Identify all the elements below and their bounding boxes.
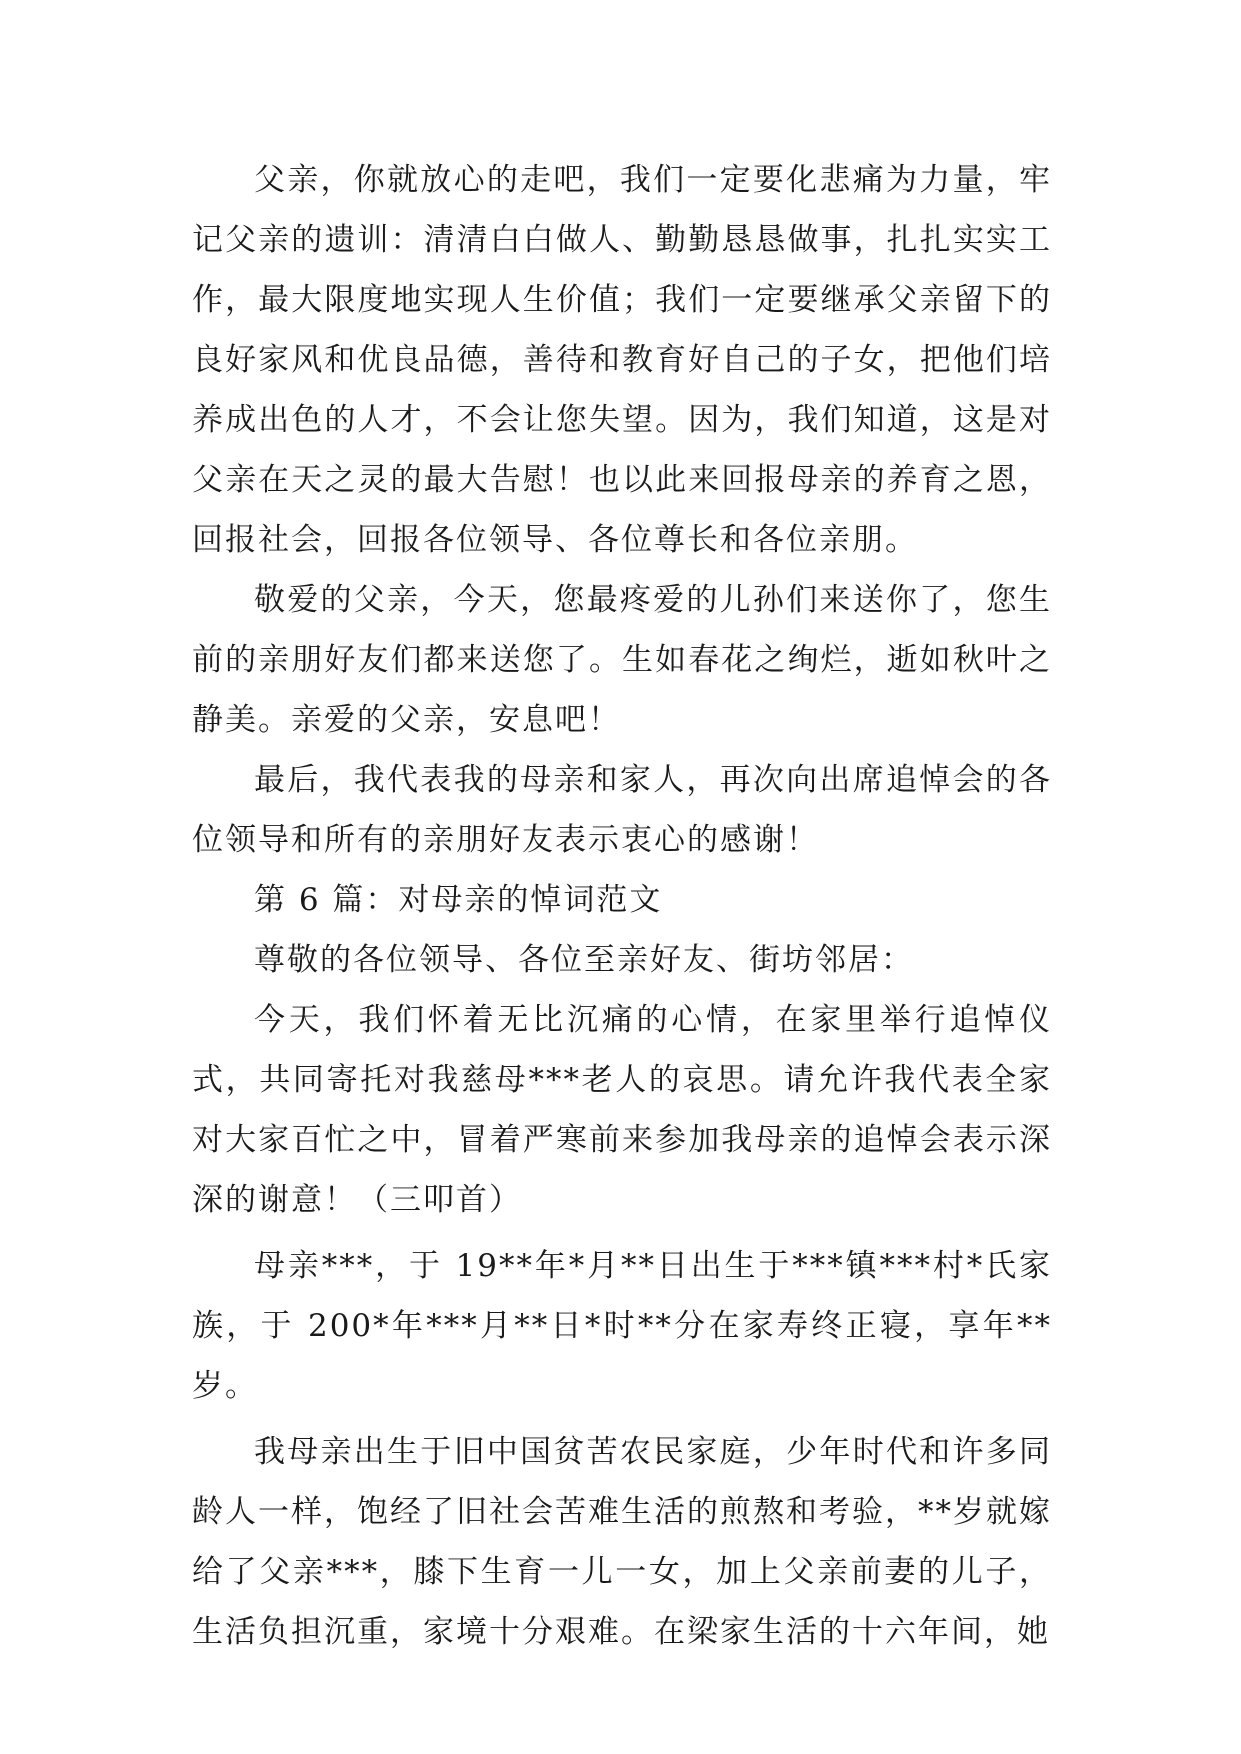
paragraph-father-farewell: 父亲，你就放心的走吧，我们一定要化悲痛为力量，牢记父亲的遗训：清清白白做人、勤勤恳恳做事，扎扎实实工作，最大限度地实现人生价值；我们一定要继承父亲留下的良好家风和优良品德，善待和教育好自己的子女，把他们培养成出色的人才，不会让您失望。因为，我们知道，这是对父亲在天之灵的最大告慰！也以此来回报母亲的养育之恩，回报社会，回报各位领导、各位尊长和各位亲朋。 <box>192 162 1052 558</box>
salutation: 尊敬的各位领导、各位至亲好友、街坊邻居： <box>254 942 914 978</box>
document-body <box>192 150 1052 1662</box>
paragraph-opening: 今天，我们怀着无比沉痛的心情，在家里举行追悼仪式，共同寄托对我慈母***老人的哀思。请允许我代表全家对大家百忙之中，冒着严寒前来参加我母亲的追悼会表示深深的谢意！（三叩首） <box>192 1002 1052 1218</box>
paragraph-closing-thanks: 最后，我代表我的母亲和家人，再次向出席追悼会的各位领导和所有的亲朋好友表示衷心的感谢！ <box>192 762 1052 858</box>
paragraph-father-send-off: 敬爱的父亲，今天，您最疼爱的儿孙们来送你了，您生前的亲朋好友们都来送您了。生如春花之绚烂，逝如秋叶之静美。亲爱的父亲，安息吧！ <box>192 582 1052 738</box>
paragraph-mother-life: 我母亲出生于旧中国贫苦农民家庭，少年时代和许多同龄人一样，饱经了旧社会苦难生活的煎熬和考验，**岁就嫁给了父亲***，膝下生育一儿一女，加上父亲前妻的儿子，生活负担沉重，家境十分艰难。在梁家生活的十六年间，她 <box>192 1434 1052 1650</box>
section-heading: 第 6 篇：对母亲的悼词范文 <box>254 882 663 918</box>
paragraph-mother-birth: 母亲***，于 19**年*月**日出生于***镇***村*氏家族，于 200*年***月**日*时**分在家寿终正寝，享年**岁。 <box>192 1248 1052 1404</box>
